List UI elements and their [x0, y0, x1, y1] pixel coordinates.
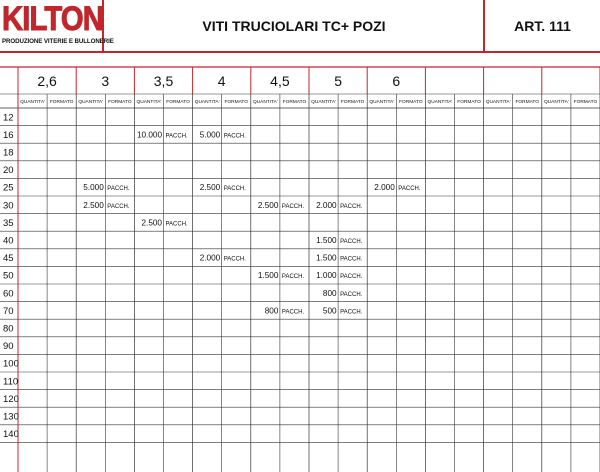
length-label: 20 [3, 165, 14, 177]
quantity-value: 2.000 [316, 200, 337, 210]
format-value: PACCH. [165, 221, 188, 228]
quantity-header: QUANTITA' [369, 100, 395, 105]
quantity-value: 2.000 [199, 253, 221, 263]
format-header: FORMATO [515, 100, 540, 105]
page-title: VITI TRUCIOLARI TC+ POZI [105, 0, 485, 51]
format-value: PACCH. [340, 256, 363, 263]
format-header: FORMATO [457, 100, 481, 105]
format-header: FORMATO [166, 100, 190, 105]
format-header: FORMATO [399, 100, 423, 105]
length-label: 50 [3, 270, 14, 282]
quantity-value: 10.000 [136, 130, 162, 140]
quantity-header: QUANTITA' [485, 100, 511, 105]
logo-subtitle: PRODUZIONE VITERIE E BULLONERIE [2, 38, 114, 45]
quantity-value: 1.500 [316, 236, 337, 245]
quantity-value: 2.500 [83, 200, 104, 210]
length-label: 70 [3, 305, 14, 317]
format-header: FORMATO [340, 100, 365, 105]
quantity-value: 800 [322, 288, 337, 298]
quantity-value: 1.500 [316, 253, 337, 263]
format-header: FORMATO [282, 100, 307, 105]
quantity-value: 2.000 [374, 183, 395, 193]
diameter-header: 2,6 [37, 73, 57, 89]
article-code: ART. 111 [514, 17, 571, 34]
length-label: 100 [3, 358, 19, 370]
length-label: 35 [3, 217, 14, 229]
length-label: 60 [3, 288, 14, 300]
format-header: FORMATO [49, 100, 74, 105]
format-value: PACCH. [340, 203, 363, 210]
format-value: PACCH. [340, 274, 363, 281]
format-value: PACCH. [165, 133, 188, 140]
diameter-header: 5 [334, 73, 342, 89]
quantity-header: QUANTITA' [20, 100, 45, 105]
diameter-header: 4 [217, 73, 226, 89]
quantity-header: QUANTITA' [543, 100, 569, 105]
quantity-value: 1.500 [257, 271, 279, 281]
quantity-value: 1.000 [316, 271, 337, 281]
diameter-header: 3 [101, 73, 110, 89]
format-value: PACCH. [281, 309, 305, 316]
length-label: 30 [3, 200, 14, 212]
length-label: 90 [3, 341, 14, 353]
format-value: PACCH. [340, 291, 363, 298]
quantity-value: 500 [322, 306, 337, 316]
length-label: 140 [3, 429, 19, 441]
format-value: PACCH. [398, 186, 421, 193]
quantity-header: QUANTITA' [78, 100, 104, 105]
logo-wordmark: KILTON [2, 0, 103, 38]
quantity-header: QUANTITA' [194, 100, 220, 105]
format-value: PACCH. [107, 186, 130, 193]
length-label: 16 [3, 129, 14, 141]
length-label: 120 [3, 393, 19, 405]
quantity-value: 2.500 [257, 200, 279, 210]
length-label: 130 [3, 411, 19, 423]
diameter-header: 3,5 [153, 73, 174, 89]
quantity-header: QUANTITA' [311, 100, 336, 105]
length-label: 25 [3, 182, 14, 194]
length-label: 12 [3, 112, 14, 124]
length-label: 18 [3, 147, 14, 159]
format-value: PACCH. [281, 203, 305, 210]
format-header: FORMATO [573, 100, 598, 105]
diameter-header: 4,5 [270, 73, 290, 89]
quantity-value: 2.500 [141, 218, 162, 228]
diameter-header: 6 [392, 73, 401, 89]
quantity-value: 2.500 [199, 183, 221, 193]
format-value: PACCH. [340, 309, 363, 316]
format-value: PACCH. [223, 133, 246, 140]
format-header: FORMATO [224, 100, 249, 105]
quantity-header: QUANTITA' [252, 100, 278, 105]
quantity-value: 5.000 [199, 130, 221, 140]
length-label: 80 [3, 323, 14, 335]
quantity-header: QUANTITA' [427, 100, 453, 105]
length-label: 45 [3, 253, 14, 265]
format-value: PACCH. [281, 274, 305, 281]
quantity-value: 5.000 [83, 183, 104, 193]
format-value: PACCH. [340, 239, 363, 245]
length-label: 110 [3, 376, 19, 388]
length-label: 40 [3, 235, 14, 247]
format-value: PACCH. [223, 186, 246, 193]
format-header: FORMATO [108, 100, 132, 105]
format-value: PACCH. [223, 256, 246, 263]
format-value: PACCH. [107, 203, 130, 210]
quantity-value: 800 [264, 306, 279, 316]
quantity-header: QUANTITA' [136, 100, 162, 105]
